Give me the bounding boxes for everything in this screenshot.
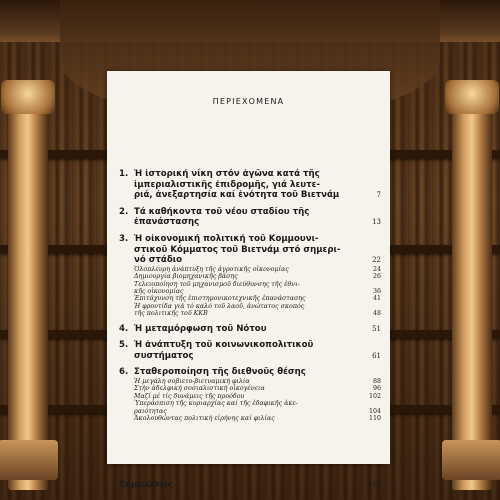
toc-entry-row (119, 340, 381, 361)
toc-subentry-page: 104 (368, 407, 381, 415)
toc-entry-number: 1. (119, 169, 129, 179)
right-column (452, 80, 492, 490)
toc-entry (119, 234, 381, 318)
toc-subentry-title: Ἡ μεγάλη σοβιετο-βιετναμική φιλία (134, 377, 250, 385)
toc-entry-title: Τά καθήκοντα τοῦ νέου σταδίου τῆς ἐπανάστασης (134, 206, 310, 228)
table-of-contents (119, 169, 381, 428)
toc-subentry-page: 110 (368, 415, 381, 422)
toc-subentry-page: 24 (372, 265, 381, 273)
toc-subentry-page: 102 (368, 392, 381, 400)
toc-entry-number: 6. (119, 367, 129, 378)
left-column (8, 80, 48, 490)
left-column-capital (1, 80, 55, 114)
toc-subentry-page: 96 (372, 385, 381, 393)
toc-subentry-title: Ἡ φροντίδα γιά τό καλό τοῦ λαοῦ, ἀνώτατος σκοπός τῆς πολιτικῆς τοῦ ΚΚΒ (134, 302, 305, 318)
toc-subentry-title: Ἐπιτάχυνση τῆς ἐπιστημονικοτεχνικῆς ἐπανάστασης (134, 295, 306, 303)
toc-subentry (134, 273, 381, 280)
toc-subentry (134, 400, 381, 415)
toc-subentry-page: 88 (372, 377, 381, 385)
toc-entry-title: Ἡ μεταμόρφωση τοῦ Νότου (134, 323, 267, 334)
toc-entry (119, 169, 381, 201)
toc-subentry-page: 48 (372, 310, 381, 318)
right-column-base (442, 440, 500, 480)
toc-subentry (134, 266, 381, 273)
notes-page: 119 (367, 481, 381, 489)
toc-subentry (134, 393, 381, 400)
toc-subentry-title: Στήν ἀδελφική σοσιαλιστική οἰκογένεια (134, 385, 265, 393)
toc-subentry-page: 41 (372, 295, 381, 303)
toc-entry-title: Ἡ ἀνάπτυξη τοῦ κοινωνικοπολιτικοῦ συστήματος (134, 340, 314, 361)
toc-entry-title: Ἡ ἱστορική νίκη στόν ἀγῶνα κατά τῆς ἰμπεριαλιστικῆς ἐπιδρομῆς, γιά λευτε- ριά, ἀνεξαρτησία καί ἑνότητα τοῦ Βιετνάμ (134, 169, 340, 201)
toc-subentry-title: Μαζί μέ τίς δυνάμεις τῆς προόδου (134, 392, 245, 400)
toc-entry-page: 61 (372, 351, 381, 360)
toc-subentry (134, 378, 381, 385)
toc-entry-page: 51 (372, 324, 381, 333)
toc-entry-number: 2. (119, 206, 129, 217)
right-column-capital (445, 80, 499, 114)
left-column-base (0, 440, 58, 480)
toc-subentry-title: Ἀκολουθώντας πολιτική εἰρήνης καί φιλίας (134, 415, 275, 422)
toc-entry-number: 5. (119, 340, 129, 351)
toc-entry-title: Ἡ οἰκονομική πολιτική τοῦ Κομμουνι- στικοῦ Κόμματος τοῦ Βιετνάμ στό σημερι- νό στάδιο (134, 233, 341, 266)
notes-title: Σημειώσεις (119, 480, 173, 490)
book-page (107, 71, 390, 490)
toc-entry-page: 13 (372, 218, 381, 227)
toc-subentry (134, 295, 381, 302)
toc-subentry (134, 303, 381, 318)
toc-entry-title: Σταθεροποίηση τῆς διεθνοῦς θέσης (134, 367, 306, 378)
toc-subentries (134, 378, 381, 422)
toc-subentry-title: Τελειοποίηση τοῦ μηχανισμοῦ διεύθυνσης τῆς ἐθνι- κῆς οἰκονομίας (134, 280, 300, 295)
toc-entry (119, 340, 381, 361)
toc-subentry (134, 385, 381, 392)
toc-entry-row (119, 234, 381, 266)
toc-entry (119, 207, 381, 228)
toc-entry-page: 7 (376, 191, 381, 200)
toc-subentry-page: 36 (372, 287, 381, 295)
toc-entry-row (119, 169, 381, 201)
toc-subentry (134, 281, 381, 296)
toc-entry-row (119, 324, 381, 335)
toc-entry-row (119, 367, 381, 378)
toc-subentry-page: 26 (372, 273, 381, 281)
toc-subentry (134, 415, 381, 422)
toc-subentry-title: Ὁλόπλευρη ἀνάπτυξη τῆς ἀγροτικῆς οἰκονομίας (134, 265, 289, 273)
toc-entry (119, 324, 381, 335)
toc-entry-number: 3. (119, 233, 129, 244)
toc-entry (119, 367, 381, 422)
toc-entry-row (119, 207, 381, 228)
notes-entry (119, 480, 381, 491)
toc-subentry-title: Ὑπεράσπιση τῆς κυριαρχίας καί τῆς ἐδαφικῆς ἀκε- ραιότητας (134, 400, 298, 415)
toc-entry-page: 22 (372, 256, 381, 265)
toc-subentry-title: Δημιουργία βιομηχανικῆς βάσης (134, 273, 238, 281)
toc-subentries (134, 266, 381, 318)
page-heading: ΠΕΡΙΕΧΟΜΕΝΑ (212, 97, 285, 106)
toc-entry-number: 4. (119, 323, 129, 334)
